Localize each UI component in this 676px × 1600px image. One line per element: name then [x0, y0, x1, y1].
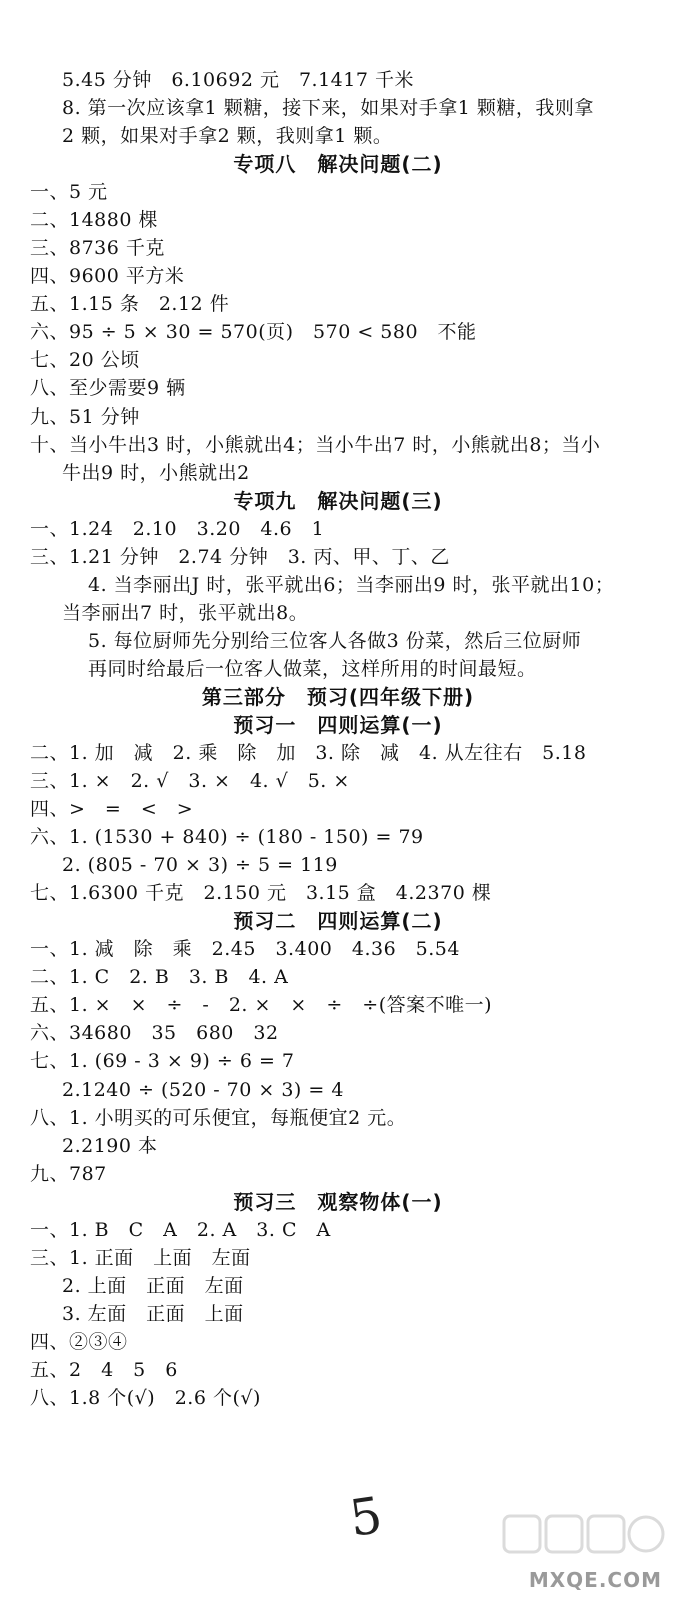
answer-line: 5. 每位厨师先分别给三位客人各做3 份菜，然后三位厨师: [88, 630, 582, 652]
answer-line: 二、1. C 2. B 3. B 4. A: [30, 966, 289, 988]
answer-line: 五、1. × × ÷ - 2. × × ÷ ÷(答案不唯一): [30, 994, 493, 1016]
answer-line: 四、> = < >: [30, 798, 194, 820]
section-heading: 第三部分 预习(四年级下册): [201, 685, 475, 709]
answer-line: 三、1. × 2. √ 3. × 4. √ 5. ×: [30, 770, 350, 792]
answer-line: 2.2190 本: [62, 1135, 158, 1157]
answer-line: 三、1. 正面 上面 左面: [30, 1247, 251, 1269]
answer-line: 十、当小牛出3 时，小熊就出4；当小牛出7 时，小熊就出8；当小: [30, 434, 601, 456]
section-heading: 专项九 解决问题(三): [233, 489, 443, 513]
page-number: 5: [346, 1486, 386, 1548]
answer-line: 再同时给最后一位客人做菜，这样所用的时间最短。: [88, 658, 537, 680]
answer-line: 九、51 分钟: [30, 406, 140, 428]
answer-line: 二、14880 棵: [30, 209, 158, 231]
answer-line: 八、1.8 个(√) 2.6 个(√): [30, 1387, 261, 1409]
answer-line: 一、1. 减 除 乘 2.45 3.400 4.36 5.54: [30, 938, 460, 960]
answer-line: 三、1.21 分钟 2.74 分钟 3. 丙、甲、丁、乙: [30, 546, 450, 568]
answer-line: 2.1240 ÷ (520 - 70 × 3) = 4: [62, 1079, 344, 1101]
answer-line: 牛出9 时，小熊就出2: [62, 462, 250, 484]
answer-line: 8. 第一次应该拿1 颗糖，接下来，如果对手拿1 颗糖，我则拿: [62, 97, 594, 119]
answer-line: 2. (805 - 70 × 3) ÷ 5 = 119: [62, 854, 338, 876]
answer-line: 八、1. 小明买的可乐便宜，每瓶便宜2 元。: [30, 1107, 407, 1129]
answer-line: 当李丽出7 时，张平就出8。: [62, 602, 309, 624]
answer-line: 3. 左面 正面 上面: [62, 1303, 244, 1325]
answer-line: 二、1. 加 减 2. 乘 除 加 3. 除 减 4. 从左往右 5.18: [30, 742, 587, 764]
answer-line: 三、8736 千克: [30, 237, 165, 259]
answer-line: 八、至少需要9 辆: [30, 377, 186, 399]
answer-line: 五、1.15 条 2.12 件: [30, 293, 230, 315]
answer-line: 2 颗，如果对手拿2 颗，我则拿1 颗。: [62, 125, 393, 147]
answer-line: 四、9600 平方米: [30, 265, 185, 287]
answer-line: 四、②③④: [30, 1331, 128, 1353]
section-heading: 预习二 四则运算(二): [233, 909, 443, 933]
answer-line: 六、34680 35 680 32: [30, 1022, 279, 1044]
section-heading: 预习一 四则运算(一): [233, 713, 443, 737]
answer-line: 六、1. (1530 + 840) ÷ (180 - 150) = 79: [30, 826, 424, 848]
answer-line: 2. 上面 正面 左面: [62, 1275, 244, 1297]
section-heading: 专项八 解决问题(二): [233, 152, 443, 176]
answer-line: 七、20 公顷: [30, 349, 140, 371]
answer-line: 4. 当李丽出J 时，张平就出6；当李丽出9 时，张平就出10；: [88, 574, 615, 596]
answer-line: 六、95 ÷ 5 × 30 = 570(页) 570 < 580 不能: [30, 321, 477, 343]
answer-line: 5.45 分钟 6.10692 元 7.1417 千米: [62, 69, 414, 91]
section-heading: 预习三 观察物体(一): [233, 1190, 443, 1214]
answer-line: 一、1. B C A 2. A 3. C A: [30, 1219, 331, 1241]
answer-line: 七、1.6300 千克 2.150 元 3.15 盒 4.2370 棵: [30, 882, 492, 904]
answer-line: 一、5 元: [30, 181, 108, 203]
watermark-text: MXQE.COM: [528, 1568, 662, 1592]
answer-line: 九、787: [30, 1163, 107, 1185]
answer-line: 五、2 4 5 6: [30, 1359, 178, 1381]
answer-line: 一、1.24 2.10 3.20 4.6 1: [30, 518, 325, 540]
answer-line: 七、1. (69 - 3 × 9) ÷ 6 = 7: [30, 1050, 295, 1072]
